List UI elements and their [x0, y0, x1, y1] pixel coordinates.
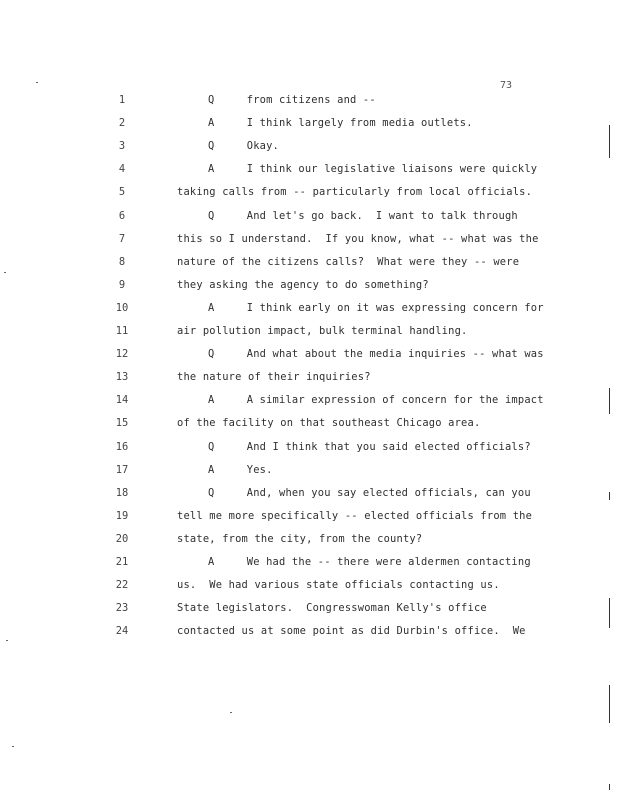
- transcript-line: [0, 485, 617, 501]
- line-number: 19: [115, 509, 129, 522]
- line-number: 5: [118, 186, 126, 199]
- line-number: 24: [115, 625, 129, 638]
- transcript-line: [0, 161, 617, 177]
- margin-mark: [609, 138, 610, 158]
- margin-mark: [609, 388, 610, 414]
- line-number: 15: [115, 417, 129, 430]
- transcript-line: [0, 277, 617, 293]
- transcript-line: [0, 115, 617, 131]
- transcript-line: [0, 392, 617, 408]
- line-text: this so I understand. If you know, what -- what was the: [177, 232, 539, 245]
- line-number: 23: [115, 602, 129, 615]
- line-text: the nature of their inquiries?: [177, 371, 371, 384]
- line-number: 4: [118, 163, 126, 176]
- line-number: 8: [118, 255, 126, 268]
- transcript-line: [0, 208, 617, 224]
- transcript-line: [0, 508, 617, 524]
- line-number: 21: [115, 556, 129, 568]
- line-text: A I think early on it was expressing concern for: [208, 301, 544, 314]
- line-number: 13: [115, 371, 129, 384]
- margin-mark: [609, 598, 610, 628]
- line-number: 12: [115, 348, 129, 361]
- line-text: nature of the citizens calls? What were they -- were: [177, 255, 520, 268]
- line-text: Q Okay.: [208, 140, 280, 153]
- transcript-line: [0, 184, 617, 200]
- line-number: 2: [118, 117, 126, 130]
- line-text: contacted us at some point as did Durbin's office. We: [177, 625, 526, 638]
- line-text: A A similar expression of concern for the impact: [208, 394, 544, 407]
- transcript-line: [0, 369, 617, 385]
- line-text: A Yes.: [208, 463, 273, 476]
- margin-mark: [609, 685, 610, 723]
- line-text: A I think largely from media outlets.: [208, 117, 473, 130]
- transcript-line: [0, 92, 617, 108]
- line-number: 1: [118, 94, 126, 106]
- line-number: 11: [115, 325, 129, 337]
- transcript-line: [0, 439, 617, 455]
- line-number: 3: [118, 140, 126, 153]
- line-number: 17: [115, 463, 129, 476]
- transcript-line: [0, 623, 617, 639]
- scan-speck: [12, 746, 14, 747]
- line-text: Q from citizens and --: [208, 94, 376, 106]
- line-text: air pollution impact, bulk terminal handling.: [177, 325, 468, 337]
- transcript-line: [0, 554, 617, 570]
- line-text: of the facility on that southeast Chicago area.: [177, 417, 481, 430]
- line-number: 9: [118, 278, 126, 291]
- page-number: 73: [500, 80, 513, 91]
- line-text: they asking the agency to do something?: [177, 278, 429, 291]
- transcript-line: [0, 300, 617, 316]
- line-text: A We had the -- there were aldermen contacting: [208, 556, 531, 568]
- line-text: A I think our legislative liaisons were quickly: [208, 163, 538, 176]
- scan-speck: [6, 640, 8, 641]
- line-number: 22: [115, 579, 129, 592]
- transcript-line: [0, 231, 617, 247]
- margin-mark: [609, 784, 610, 790]
- line-text: Q And I think that you said elected officials?: [208, 440, 531, 453]
- transcript-line: [0, 254, 617, 270]
- transcript-line: [0, 346, 617, 362]
- margin-mark: [609, 492, 610, 500]
- line-text: taking calls from -- particularly from local officials.: [177, 186, 533, 199]
- line-text: State legislators. Congresswoman Kelly's office: [177, 602, 487, 615]
- transcript-line: [0, 138, 617, 154]
- line-text: Q And let's go back. I want to talk through: [208, 209, 518, 222]
- line-number: 18: [115, 486, 129, 499]
- margin-mark: [609, 125, 610, 139]
- transcript-line: [0, 531, 617, 547]
- line-number: 20: [115, 532, 129, 545]
- transcript-line: [0, 462, 617, 478]
- transcript-line: [0, 323, 617, 339]
- line-text: Q And what about the media inquiries -- what was: [208, 348, 544, 361]
- line-text: Q And, when you say elected officials, can you: [208, 486, 531, 499]
- line-number: 14: [115, 394, 129, 407]
- transcript-line: [0, 600, 617, 616]
- line-number: 16: [115, 440, 129, 453]
- line-text: state, from the city, from the county?: [177, 532, 423, 545]
- scan-speck: [36, 82, 38, 83]
- transcript-line: [0, 577, 617, 593]
- scan-speck: [230, 712, 232, 713]
- transcript-line: [0, 415, 617, 431]
- line-text: us. We had various state officials contacting us.: [177, 579, 500, 592]
- line-number: 10: [115, 301, 129, 314]
- line-number: 7: [118, 232, 126, 245]
- line-text: tell me more specifically -- elected officials from the: [177, 509, 533, 522]
- line-number: 6: [118, 209, 126, 222]
- scan-speck: [4, 272, 6, 273]
